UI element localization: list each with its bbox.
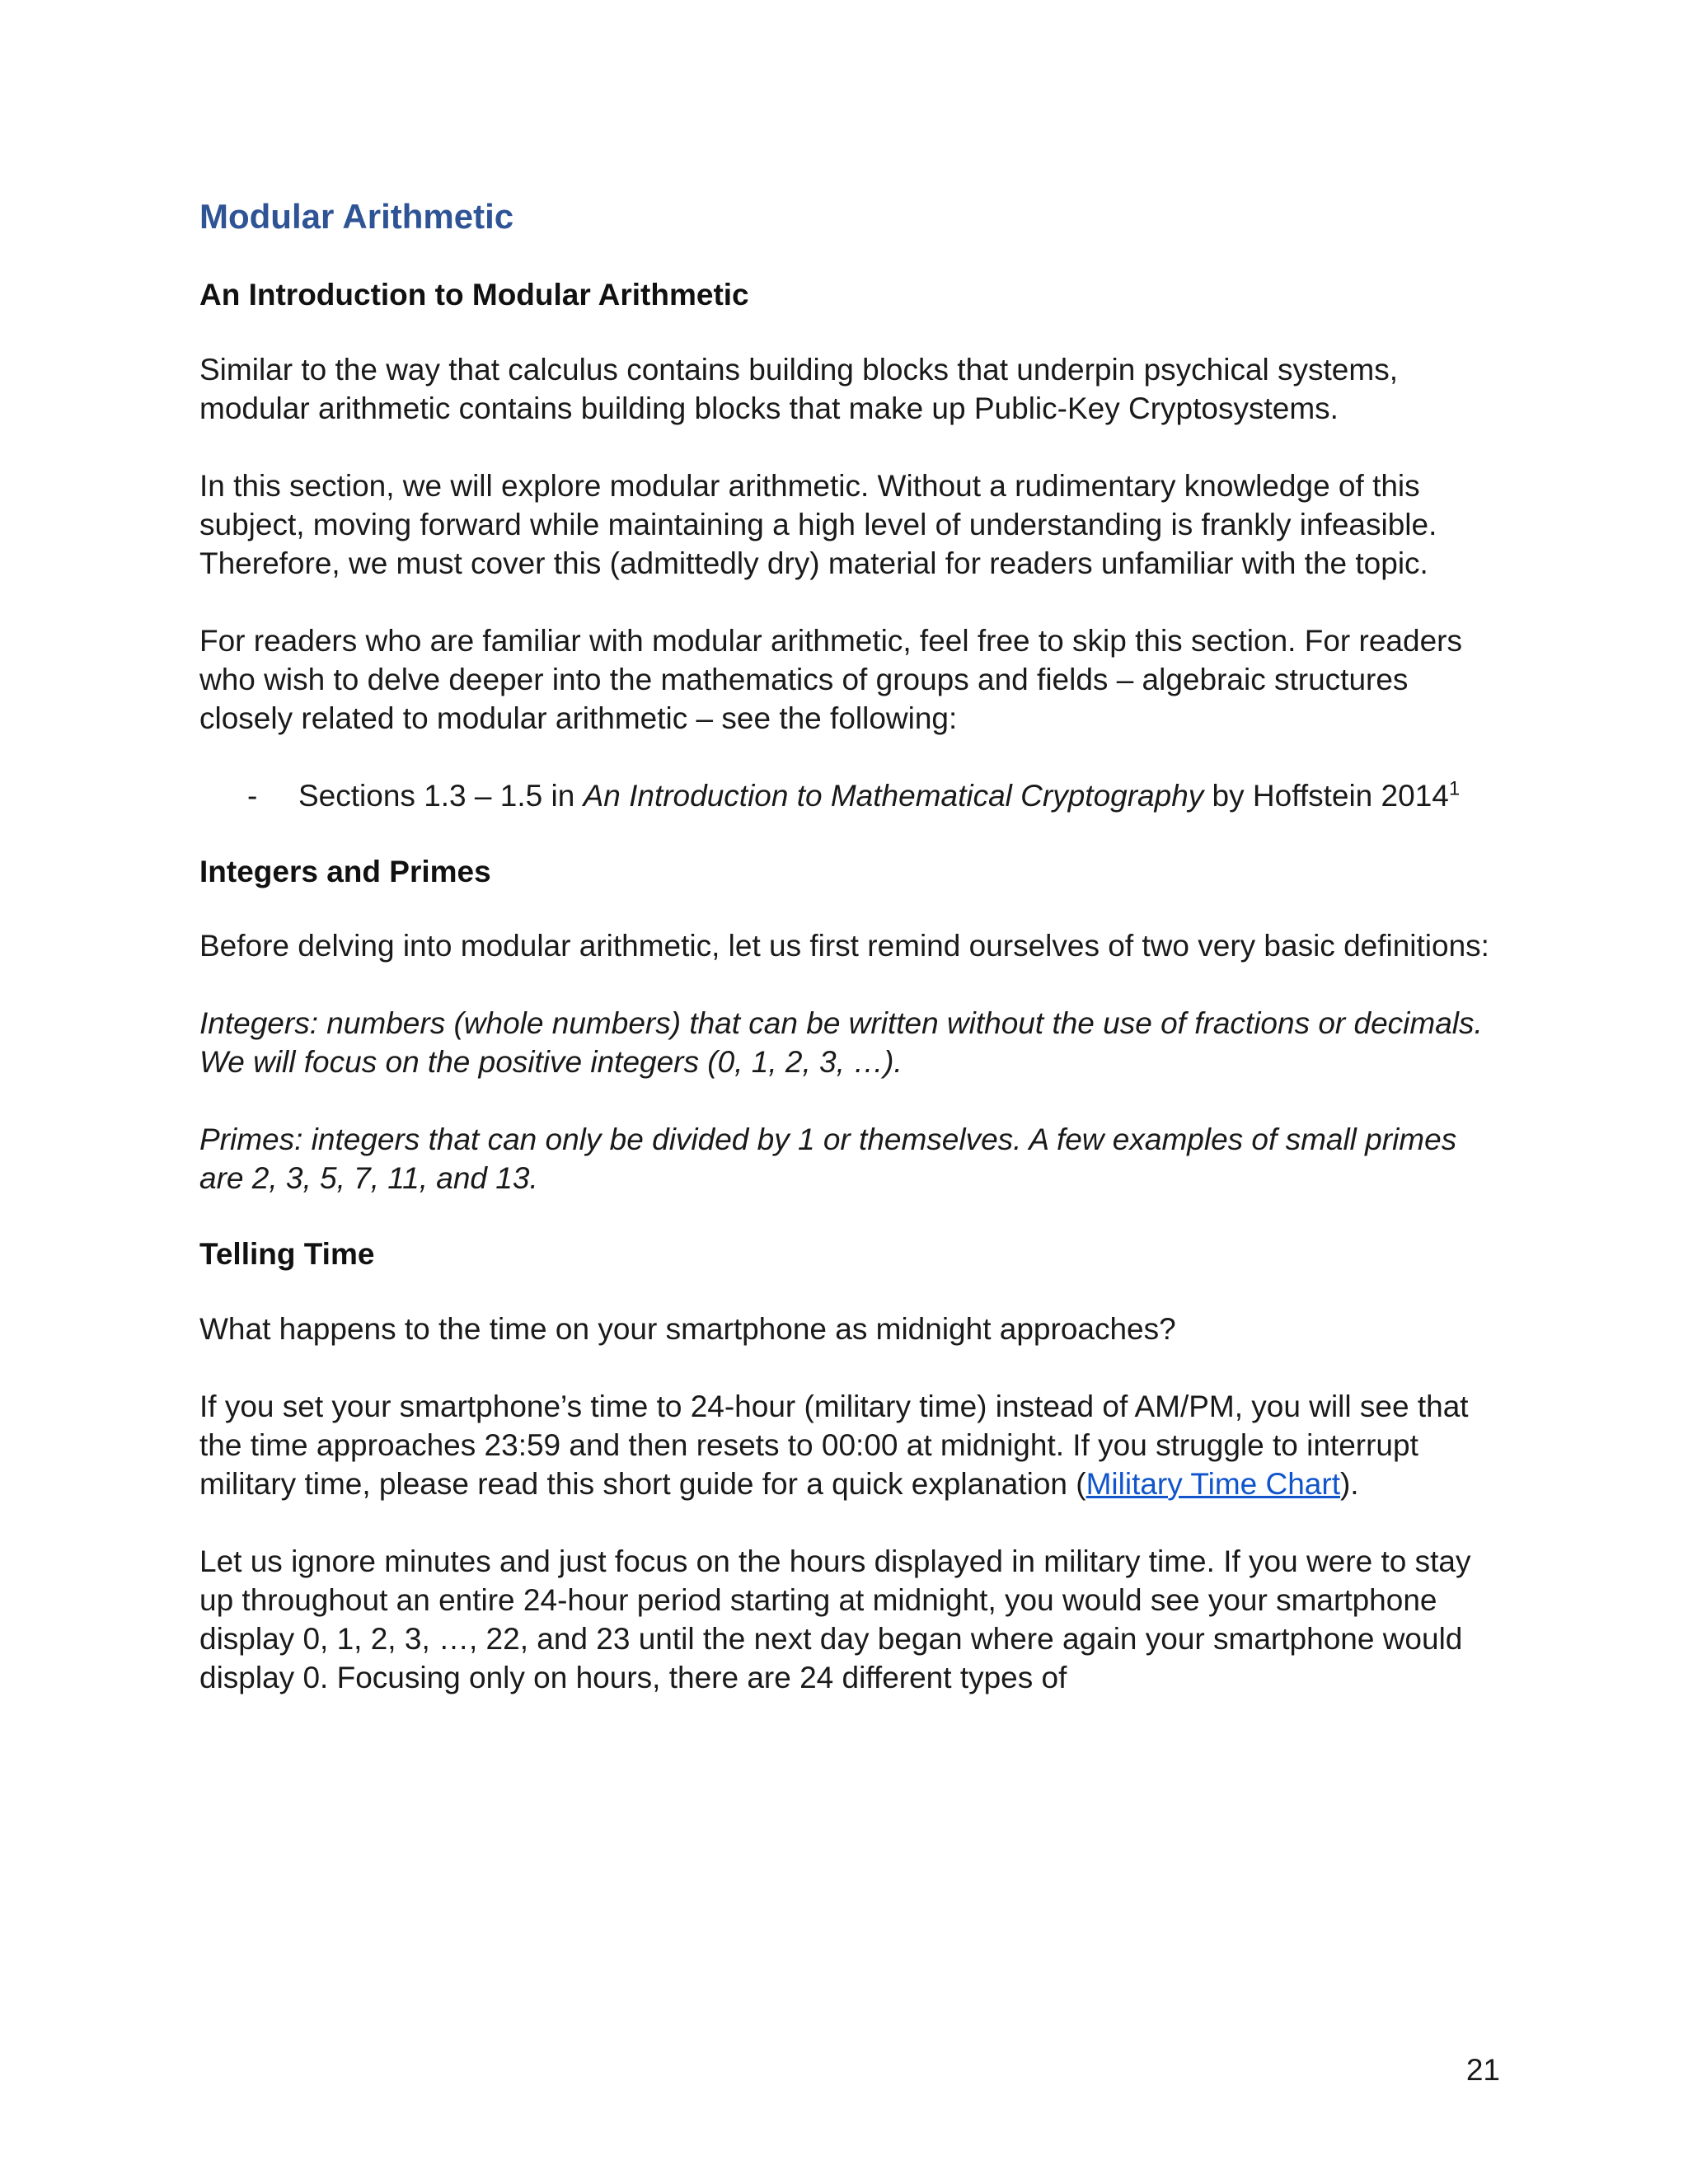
intro-paragraph-3: For readers who are familiar with modular arithmetic, feel free to skip this section. For readers who wish to delve deeper into the mathematics of groups and fields – algebraic structures closely related to modular arithmetic – see the following: [199, 623, 1462, 735]
reference-prefix: Sections 1.3 – 1.5 in [298, 778, 584, 813]
section-heading-integers: Integers and Primes [199, 854, 491, 888]
document-page [199, 196, 1502, 1736]
definition-integers: Integers: numbers (whole numbers) that can be written without the use of fractions or decimals. We will focus on the positive integers (0, 1, 2, 3, …). [199, 1006, 1483, 1080]
section-heading-intro: An Introduction to Modular Arithmetic [199, 278, 749, 312]
integers-paragraph-1: Before delving into modular arithmetic, let us first remind ourselves of two very basic definitions: [199, 929, 1489, 963]
reference-list-item [199, 776, 1502, 815]
definition-primes: Primes: integers that can only be divided by 1 or themselves. A few examples of small primes are 2, 3, 5, 7, 11, and 13. [199, 1122, 1457, 1196]
document-title: Modular Arithmetic [199, 197, 514, 236]
page-number: 21 [1465, 2053, 1500, 2087]
intro-paragraph-1: Similar to the way that calculus contains building blocks that underpin psychical systems, modular arithmetic contains building blocks that make up Public-Key Cryptosystems. [199, 352, 1398, 425]
reference-list [199, 776, 1502, 815]
time-paragraph-2-end: ). [1339, 1466, 1359, 1501]
footnote-reference[interactable]: 1 [1448, 777, 1461, 800]
reference-suffix: by Hoffstein 2014 [1203, 778, 1449, 813]
intro-paragraph-2: In this section, we will explore modular arithmetic. Without a rudimentary knowledge of this subject, moving forward while maintaining a high level of understanding is frankly infeasible. Therefore, we must cover this (admittedly dry) material for readers unfamiliar with the topic. [199, 468, 1437, 580]
time-paragraph-1: What happens to the time on your smartphone as midnight approaches? [199, 1311, 1176, 1346]
dash-bullet-icon: - [247, 778, 258, 813]
section-heading-time: Telling Time [199, 1237, 375, 1272]
time-paragraph-2 [199, 1387, 1502, 1503]
time-paragraph-2-text: If you set your smartphone’s time to 24-hour (military time) instead of AM/PM, you will see that the time approaches 23:59 and then resets to 00:00 at midnight. If you struggle to interrupt military time, please read this short guide for a quick explanation ( [199, 1389, 1469, 1501]
time-paragraph-3: Let us ignore minutes and just focus on the hours displayed in military time. If you were to stay up throughout an entire 24-hour period starting at midnight, you would see your smartphone display 0, 1, 2, 3, …, 22, and 23 until the next day began where again your smartphone would display 0. Focusing only on hours, there are 24 different types of [199, 1544, 1471, 1694]
military-time-chart-link[interactable]: Military Time Chart [1085, 1466, 1340, 1501]
reference-book-title: An Introduction to Mathematical Cryptography [583, 778, 1204, 813]
